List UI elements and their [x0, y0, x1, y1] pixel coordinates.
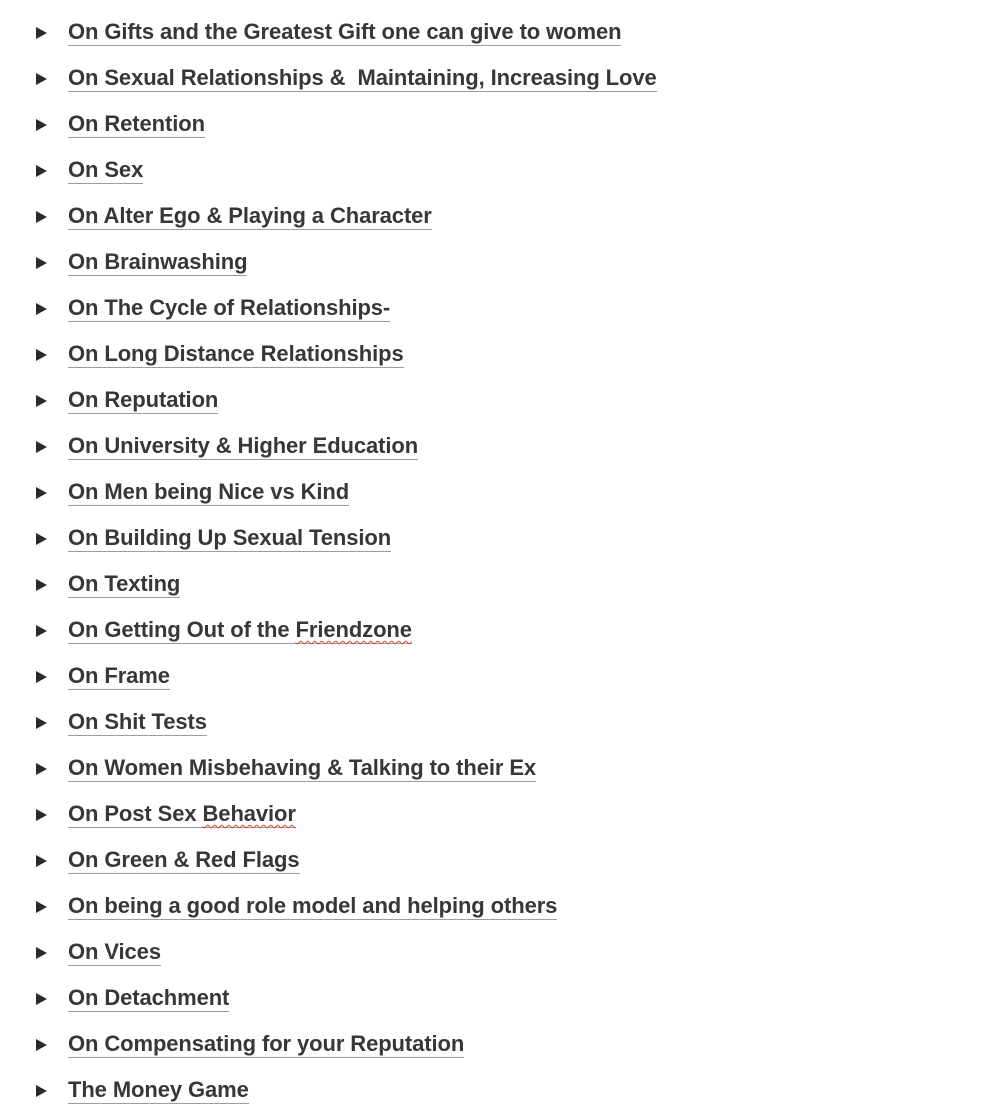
toggle-title[interactable]: On Long Distance Relationships [68, 340, 404, 366]
triangle-right-icon[interactable] [36, 119, 47, 131]
toggle-item[interactable] [0, 378, 1005, 424]
toggle-item[interactable] [0, 930, 1005, 976]
toggle-title[interactable]: On Building Up Sexual Tension [68, 524, 392, 550]
toggle-title-text: On Getting Out of the [68, 616, 296, 642]
toggle-title[interactable]: On Gifts and the Greatest Gift one can give to women [68, 18, 622, 44]
triangle-right-icon[interactable] [36, 671, 47, 683]
toggle-title[interactable]: On Reputation [68, 386, 219, 412]
toggle-title[interactable]: On Texting [68, 570, 181, 596]
toggle-item[interactable] [0, 148, 1005, 194]
triangle-right-icon[interactable] [36, 1085, 47, 1097]
triangle-right-icon[interactable] [36, 257, 47, 269]
toggle-item[interactable] [0, 10, 1005, 56]
triangle-right-icon[interactable] [36, 579, 47, 591]
triangle-right-icon[interactable] [36, 947, 47, 959]
triangle-right-icon[interactable] [36, 487, 47, 499]
toggle-title[interactable]: On Retention [68, 110, 205, 136]
toggle-title[interactable]: On Men being Nice vs Kind [68, 478, 350, 504]
triangle-right-icon[interactable] [36, 533, 47, 545]
toggle-item[interactable] [0, 562, 1005, 608]
toggle-item[interactable] [0, 746, 1005, 792]
triangle-right-icon[interactable] [36, 901, 47, 913]
toggle-item[interactable] [0, 332, 1005, 378]
toggle-item[interactable] [0, 424, 1005, 470]
toggle-item[interactable] [0, 976, 1005, 1022]
toggle-title[interactable]: On Alter Ego & Playing a Character [68, 202, 432, 228]
triangle-right-icon[interactable] [36, 303, 47, 315]
triangle-right-icon[interactable] [36, 809, 47, 821]
triangle-right-icon[interactable] [36, 855, 47, 867]
toggle-item[interactable] [0, 1068, 1005, 1114]
toggle-title-text: On Post Sex [68, 800, 203, 826]
toggle-item[interactable] [0, 654, 1005, 700]
triangle-right-icon[interactable] [36, 73, 47, 85]
toggle-title[interactable] [68, 617, 412, 644]
toggle-item[interactable] [0, 700, 1005, 746]
triangle-right-icon[interactable] [36, 165, 47, 177]
triangle-right-icon[interactable] [36, 395, 47, 407]
triangle-right-icon[interactable] [36, 211, 47, 223]
toggle-title[interactable]: On Vices [68, 938, 161, 964]
triangle-right-icon[interactable] [36, 441, 47, 453]
toggle-item[interactable] [0, 102, 1005, 148]
toggle-title[interactable]: On Green & Red Flags [68, 846, 300, 872]
toggle-item[interactable] [0, 286, 1005, 332]
toggle-title[interactable]: On being a good role model and helping others [68, 892, 558, 918]
toggle-title[interactable]: On Women Misbehaving & Talking to their Ex [68, 754, 537, 780]
toggle-item[interactable] [0, 516, 1005, 562]
triangle-right-icon[interactable] [36, 717, 47, 729]
triangle-right-icon[interactable] [36, 349, 47, 361]
toggle-item[interactable] [0, 838, 1005, 884]
toggle-title[interactable]: On Sexual Relationships & Maintaining, Increasing Love [68, 64, 657, 90]
toggle-title[interactable]: On University & Higher Education [68, 432, 419, 458]
toggle-title[interactable]: On Detachment [68, 984, 230, 1010]
triangle-right-icon[interactable] [36, 27, 47, 39]
toggle-item[interactable] [0, 240, 1005, 286]
toggle-item[interactable] [0, 608, 1005, 654]
triangle-right-icon[interactable] [36, 1039, 47, 1051]
toggle-item[interactable] [0, 56, 1005, 102]
toggle-title[interactable]: On Brainwashing [68, 248, 248, 274]
toggle-title[interactable]: On Frame [68, 662, 170, 688]
toggle-title[interactable]: On The Cycle of Relationships- [68, 294, 391, 320]
toggle-item[interactable] [0, 884, 1005, 930]
triangle-right-icon[interactable] [36, 625, 47, 637]
toggle-title[interactable]: On Compensating for your Reputation [68, 1030, 465, 1056]
toggle-title[interactable] [68, 801, 296, 828]
toggle-title[interactable]: The Money Game [68, 1076, 249, 1102]
triangle-right-icon[interactable] [36, 763, 47, 775]
toggle-title[interactable]: On Shit Tests [68, 708, 207, 734]
toggle-item[interactable] [0, 1022, 1005, 1068]
toggle-item[interactable] [0, 470, 1005, 516]
misspelled-word: Behavior [202, 800, 296, 826]
toggle-item[interactable] [0, 194, 1005, 240]
triangle-right-icon[interactable] [36, 993, 47, 1005]
toggle-title[interactable]: On Sex [68, 156, 144, 182]
misspelled-word: Friendzone [295, 616, 412, 642]
toggle-item[interactable] [0, 792, 1005, 838]
